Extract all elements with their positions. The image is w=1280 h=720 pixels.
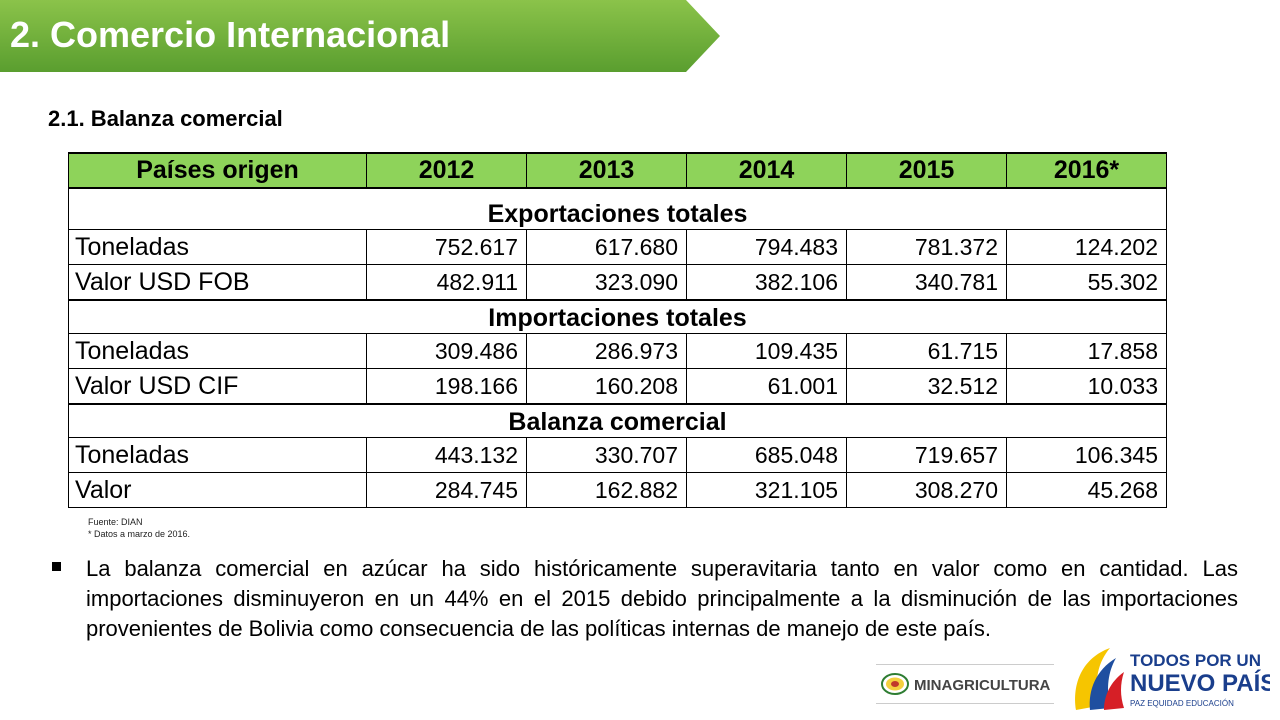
cell-value: 17.858 bbox=[1007, 334, 1167, 369]
section-title: Balanza comercial bbox=[69, 404, 1167, 438]
cell-value: 321.105 bbox=[687, 473, 847, 508]
cell-value: 198.166 bbox=[367, 369, 527, 405]
row-label: Valor bbox=[69, 473, 367, 508]
column-header: 2012 bbox=[367, 153, 527, 188]
column-header: 2013 bbox=[527, 153, 687, 188]
colombia-flag-swoosh-icon bbox=[1068, 644, 1270, 714]
cell-value: 309.486 bbox=[367, 334, 527, 369]
row-label: Valor USD CIF bbox=[69, 369, 367, 405]
cell-value: 685.048 bbox=[687, 438, 847, 473]
cell-value: 617.680 bbox=[527, 230, 687, 265]
cell-value: 719.657 bbox=[847, 438, 1007, 473]
section-subtitle: 2.1. Balanza comercial bbox=[48, 106, 283, 131]
todos-line3: PAZ EQUIDAD EDUCACIÓN bbox=[1130, 699, 1234, 708]
title-banner bbox=[0, 0, 722, 74]
table-row bbox=[69, 369, 1167, 405]
minagricultura-logo bbox=[876, 664, 1054, 704]
row-label: Toneladas bbox=[69, 334, 367, 369]
table-row bbox=[69, 473, 1167, 508]
cell-value: 124.202 bbox=[1007, 230, 1167, 265]
cell-value: 160.208 bbox=[527, 369, 687, 405]
source-note bbox=[88, 516, 190, 540]
todos-line1: TODOS POR UN bbox=[1130, 651, 1261, 670]
cell-value: 284.745 bbox=[367, 473, 527, 508]
table-header-row bbox=[69, 153, 1167, 188]
balanza-table bbox=[68, 152, 1167, 508]
section-row bbox=[69, 300, 1167, 334]
colombia-seal-icon bbox=[876, 665, 1054, 703]
cell-value: 55.302 bbox=[1007, 265, 1167, 301]
cell-value: 382.106 bbox=[687, 265, 847, 301]
cell-value: 781.372 bbox=[847, 230, 1007, 265]
bullet-text: La balanza comercial en azúcar ha sido históricamente superavitaria tanto en valor como en cantidad. Las importaciones disminuyeron en un 44% en el 2015 debido principalmente a la disminución de las importaciones provenientes de Bolivia como consecuencia de las políticas internas de manejo de este país. bbox=[86, 556, 1238, 641]
table-row bbox=[69, 334, 1167, 369]
cell-value: 752.617 bbox=[367, 230, 527, 265]
cell-value: 340.781 bbox=[847, 265, 1007, 301]
cell-value: 61.001 bbox=[687, 369, 847, 405]
cell-value: 162.882 bbox=[527, 473, 687, 508]
cell-value: 286.973 bbox=[527, 334, 687, 369]
section-row bbox=[69, 404, 1167, 438]
table-row bbox=[69, 265, 1167, 301]
footnote-line: * Datos a marzo de 2016. bbox=[88, 529, 191, 539]
column-header: 2014 bbox=[687, 153, 847, 188]
cell-value: 330.707 bbox=[527, 438, 687, 473]
row-label: Toneladas bbox=[69, 438, 367, 473]
section-title: Exportaciones totales bbox=[69, 188, 1167, 230]
square-bullet-icon bbox=[52, 562, 61, 571]
cell-value: 32.512 bbox=[847, 369, 1007, 405]
cell-value: 109.435 bbox=[687, 334, 847, 369]
row-label: Toneladas bbox=[69, 230, 367, 265]
cell-value: 106.345 bbox=[1007, 438, 1167, 473]
source-line: Fuente: DIAN bbox=[88, 517, 143, 527]
page-title: 2. Comercio Internacional bbox=[10, 14, 451, 55]
bullet-paragraph bbox=[48, 554, 1238, 644]
cell-value: 308.270 bbox=[847, 473, 1007, 508]
column-header: 2016* bbox=[1007, 153, 1167, 188]
row-label: Valor USD FOB bbox=[69, 265, 367, 301]
cell-value: 45.268 bbox=[1007, 473, 1167, 508]
column-header: 2015 bbox=[847, 153, 1007, 188]
cell-value: 794.483 bbox=[687, 230, 847, 265]
cell-value: 443.132 bbox=[367, 438, 527, 473]
minagricultura-text: MINAGRICULTURA bbox=[914, 677, 1051, 694]
column-header: Países origen bbox=[69, 153, 367, 188]
cell-value: 61.715 bbox=[847, 334, 1007, 369]
table-row bbox=[69, 438, 1167, 473]
cell-value: 10.033 bbox=[1007, 369, 1167, 405]
table-row bbox=[69, 230, 1167, 265]
todos-por-un-nuevo-pais-logo bbox=[1068, 644, 1270, 714]
todos-line2: NUEVO PAÍS bbox=[1130, 670, 1270, 697]
section-title: Importaciones totales bbox=[69, 300, 1167, 334]
section-row bbox=[69, 188, 1167, 230]
cell-value: 482.911 bbox=[367, 265, 527, 301]
cell-value: 323.090 bbox=[527, 265, 687, 301]
